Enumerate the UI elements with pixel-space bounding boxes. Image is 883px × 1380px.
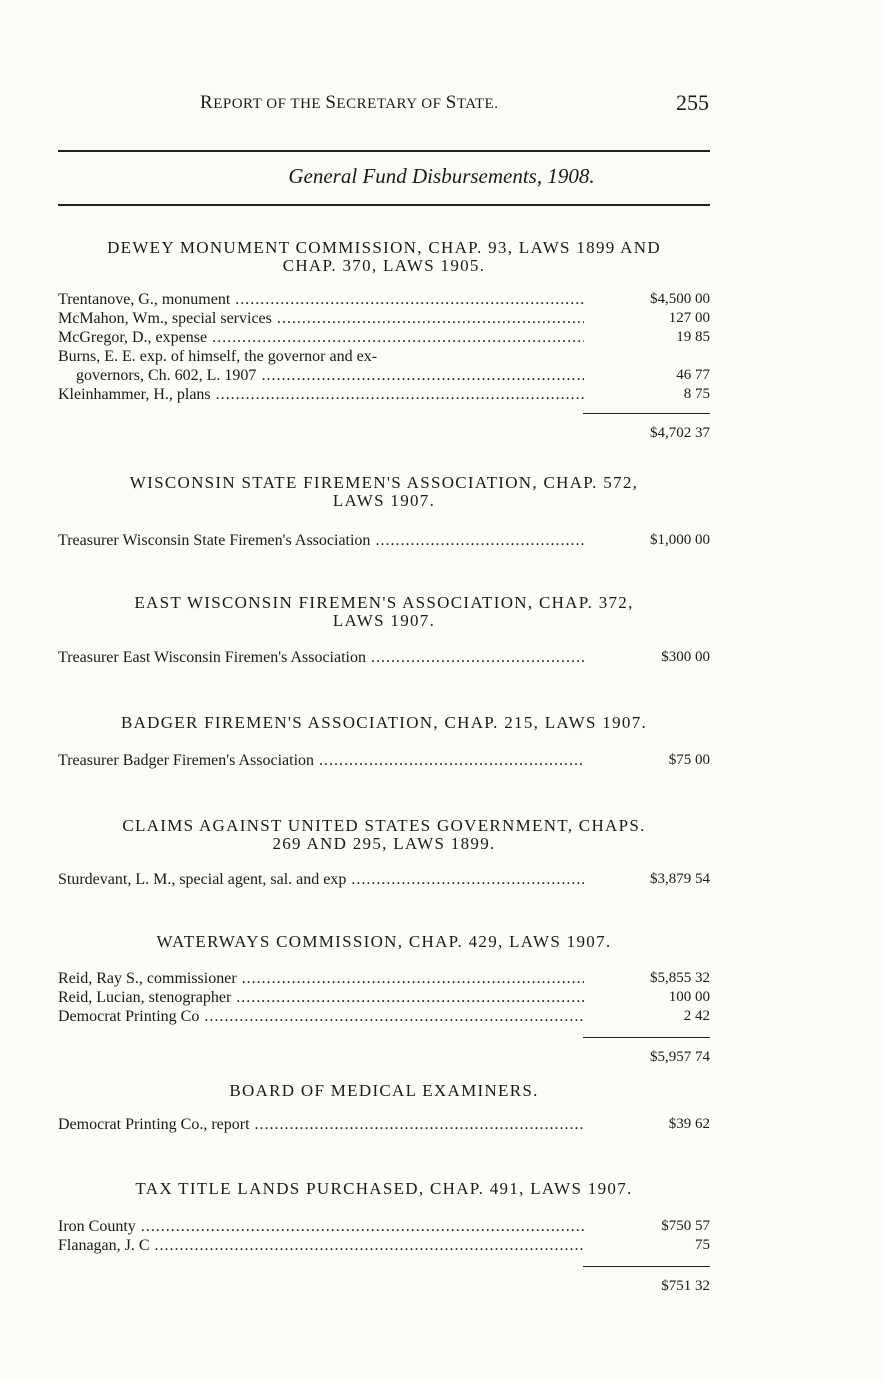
section-heading-line: LAWS 1907. (332, 611, 436, 630)
section-heading-line: TAX TITLE LANDS PURCHASED, CHAP. 491, LAWS 1907. (135, 1179, 633, 1198)
section-heading (58, 1082, 710, 1100)
entry-amount: $1,000 00 (650, 532, 710, 548)
ledger-entry (58, 969, 710, 988)
ledger-entry (58, 1007, 710, 1026)
entry-amount: $3,879 54 (650, 871, 710, 887)
page-subtitle: General Fund Disbursements, 1908. (288, 164, 595, 188)
ledger-entry (58, 385, 710, 404)
ledger-entry (58, 366, 710, 385)
section-heading-line: EAST WISCONSIN FIREMEN'S ASSOCIATION, CHAP. 372, (134, 593, 634, 612)
entry-name: Treasurer Badger Firemen's Association ..... (58, 751, 584, 770)
section-heading (58, 817, 710, 853)
section-heading-line: BOARD OF MEDICAL EXAMINERS. (229, 1081, 539, 1100)
ledger-entry (58, 1217, 710, 1236)
running-head-part: R (200, 92, 214, 113)
section-heading-line: DEWEY MONUMENT COMMISSION, CHAP. 93, LAWS 1899 AND (107, 238, 661, 257)
section-heading (58, 239, 710, 275)
entry-amount: 8 75 (683, 386, 710, 402)
ledger-entry (58, 870, 710, 889)
section-heading (58, 474, 710, 510)
entry-name: Reid, Lucian, stenographer ..... (58, 988, 584, 1007)
section-heading (58, 933, 710, 951)
sum-rule (583, 1266, 710, 1267)
entry-amount: 127 00 (668, 310, 710, 326)
section-total: $4,702 37 (650, 425, 710, 441)
top-rule (58, 150, 710, 152)
entry-name: Flanagan, J. C ..... (58, 1236, 584, 1255)
entry-name: McGregor, D., expense ..... (58, 328, 584, 347)
section-heading (58, 594, 710, 630)
entry-amount: 75 (695, 1237, 710, 1253)
ledger-entry (58, 1236, 710, 1255)
section-heading-line: WISCONSIN STATE FIREMEN'S ASSOCIATION, CHAP. 572, (129, 473, 639, 492)
sum-rule (583, 1037, 710, 1038)
entry-name: Treasurer East Wisconsin Firemen's Association ..... (58, 648, 584, 667)
entry-amount: 19 85 (676, 329, 710, 345)
entry-amount: $300 00 (661, 649, 710, 665)
running-head-part: TATE. (456, 96, 499, 112)
subtitle-rule (58, 204, 710, 206)
entry-amount: 46 77 (676, 367, 710, 383)
entry-name: Sturdevant, L. M., special agent, sal. and exp ..... (58, 870, 584, 889)
section-heading-line: LAWS 1907. (332, 491, 436, 510)
section-heading (58, 1180, 710, 1198)
entry-name: governors, Ch. 602, L. 1907 ..... (76, 366, 584, 385)
ledger-entry (58, 1115, 710, 1134)
entry-name: Trentanove, G., monument ..... (58, 290, 584, 309)
entry-name: Reid, Ray S., commissioner ..... (58, 969, 584, 988)
section-heading-line: WATERWAYS COMMISSION, CHAP. 429, LAWS 1907. (156, 932, 612, 951)
running-head-part: S (445, 92, 457, 113)
entry-amount: $39 62 (668, 1116, 710, 1132)
ledger-entry (58, 328, 710, 347)
section-heading-line: 269 AND 295, LAWS 1899. (272, 834, 496, 853)
entry-amount: 2 42 (683, 1008, 710, 1024)
entry-name: Democrat Printing Co ..... (58, 1007, 584, 1026)
entry-amount: $5,855 32 (650, 970, 710, 986)
entry-name: Iron County ..... (58, 1217, 584, 1236)
entry-name: Kleinhammer, H., plans ..... (58, 385, 584, 404)
entry-name: Burns, E. E. exp. of himself, the governor and ex- (58, 348, 378, 365)
entry-name: Democrat Printing Co., report ..... (58, 1115, 584, 1134)
entry-name: McMahon, Wm., special services ..... (58, 309, 584, 328)
running-head (200, 92, 498, 114)
entry-amount: $75 00 (668, 752, 710, 768)
section-heading-line: CLAIMS AGAINST UNITED STATES GOVERNMENT, CHAPS. (122, 816, 646, 835)
running-head-part: ECRETARY OF (336, 96, 446, 112)
ledger-entry (58, 290, 710, 309)
section-heading-line: BADGER FIREMEN'S ASSOCIATION, CHAP. 215, LAWS 1907. (120, 713, 648, 732)
running-head-part: EPORT OF THE (213, 96, 326, 112)
running-head-part: S (325, 92, 337, 113)
section-total: $5,957 74 (650, 1049, 710, 1065)
ledger-entry (58, 347, 710, 366)
section-heading (58, 714, 710, 732)
sum-rule (583, 413, 710, 414)
ledger-entry (58, 988, 710, 1007)
entry-amount: 100 00 (668, 989, 710, 1005)
page-number: 255 (676, 90, 709, 115)
ledger-entry (58, 309, 710, 328)
ledger-entry (58, 751, 710, 770)
section-total: $751 32 (661, 1278, 710, 1294)
entry-name: Treasurer Wisconsin State Firemen's Association ..... (58, 531, 584, 550)
entry-amount: $750 57 (661, 1218, 710, 1234)
ledger-entry (58, 648, 710, 667)
ledger-entry (58, 531, 710, 550)
entry-amount: $4,500 00 (650, 291, 710, 307)
section-heading-line: CHAP. 370, LAWS 1905. (282, 256, 486, 275)
